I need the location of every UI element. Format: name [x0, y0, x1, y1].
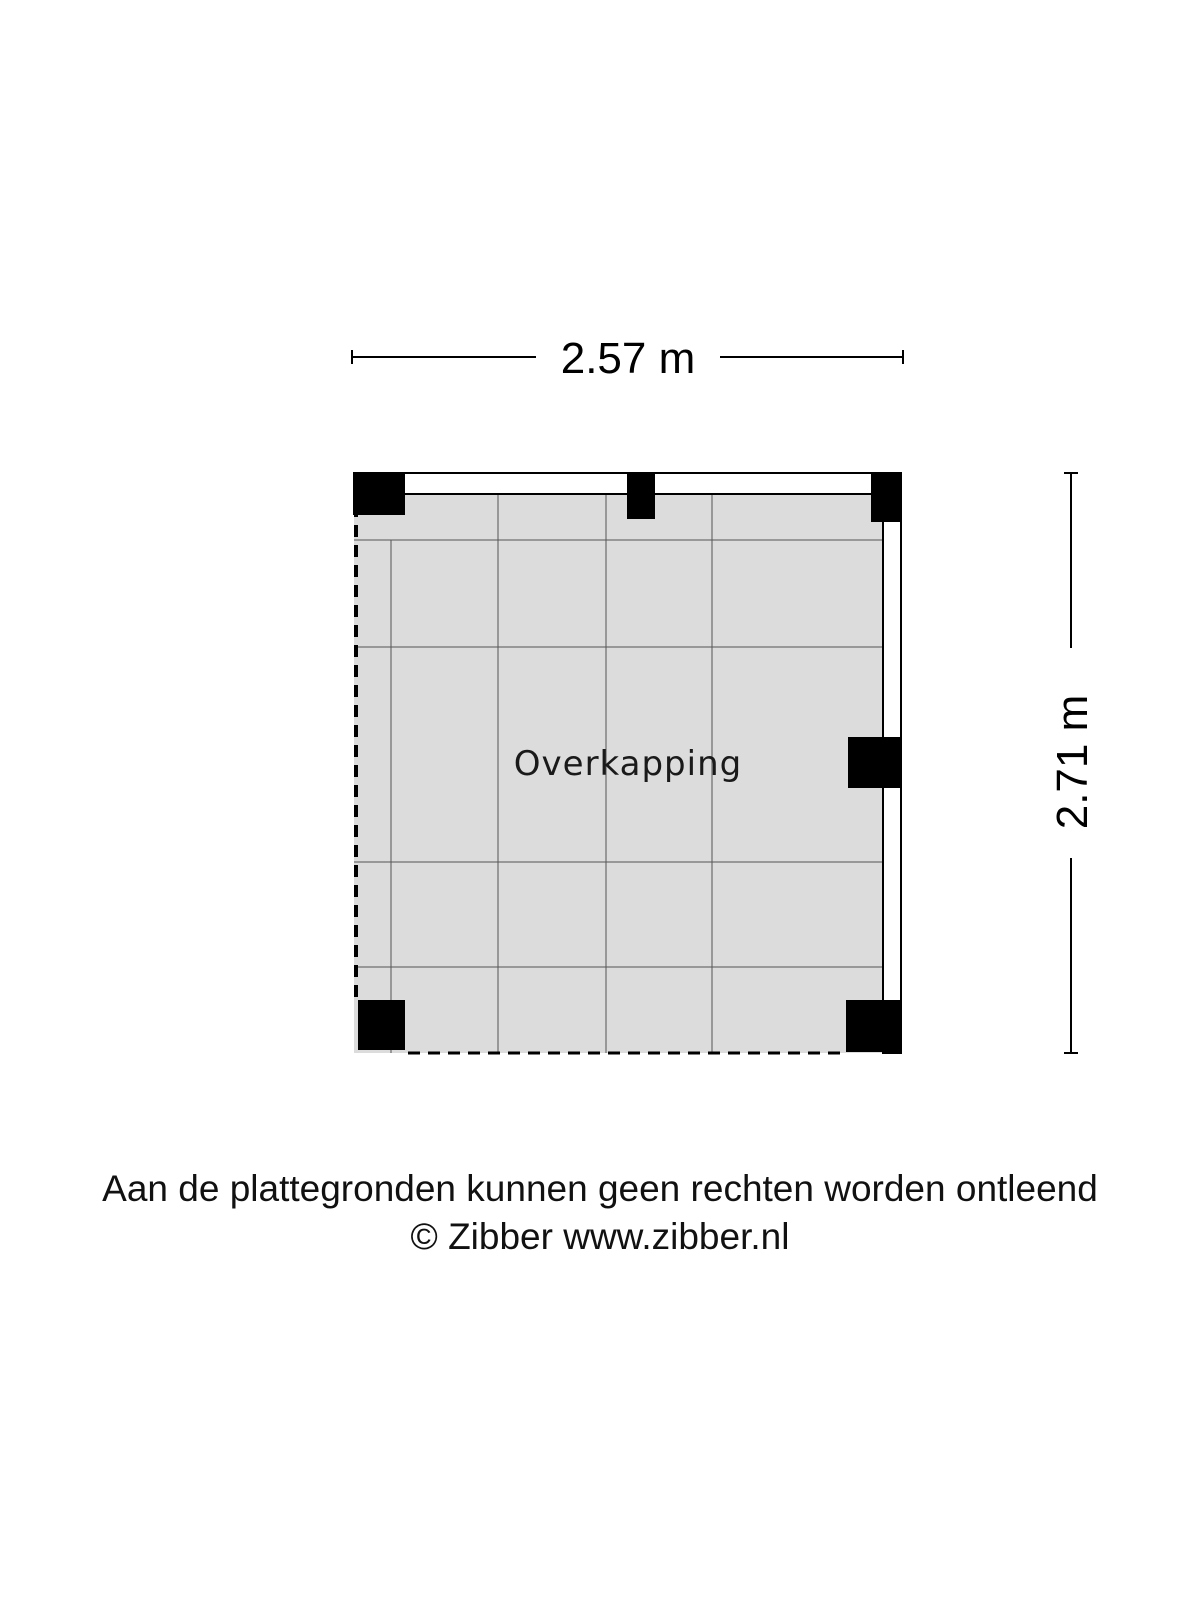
room-label: Overkapping: [513, 744, 743, 784]
width-dimension-label: 2.57 m: [560, 334, 696, 383]
copyright-text: © Zibber www.zibber.nl: [410, 1216, 790, 1257]
column-right-middle: [848, 737, 901, 788]
column-top-middle: [627, 472, 655, 519]
column-top-left: [353, 472, 405, 515]
width-dimension: [352, 334, 903, 383]
column-bottom-right: [846, 1000, 901, 1052]
disclaimer-text: Aan de plattegronden kunnen geen rechten worden ontleend: [102, 1168, 1098, 1209]
height-dimension: [1048, 473, 1097, 1053]
column-bottom-left: [358, 1000, 405, 1050]
column-top-right: [871, 472, 901, 522]
floor-area: [353, 472, 901, 1053]
height-dimension-label: 2.71 m: [1048, 694, 1097, 830]
